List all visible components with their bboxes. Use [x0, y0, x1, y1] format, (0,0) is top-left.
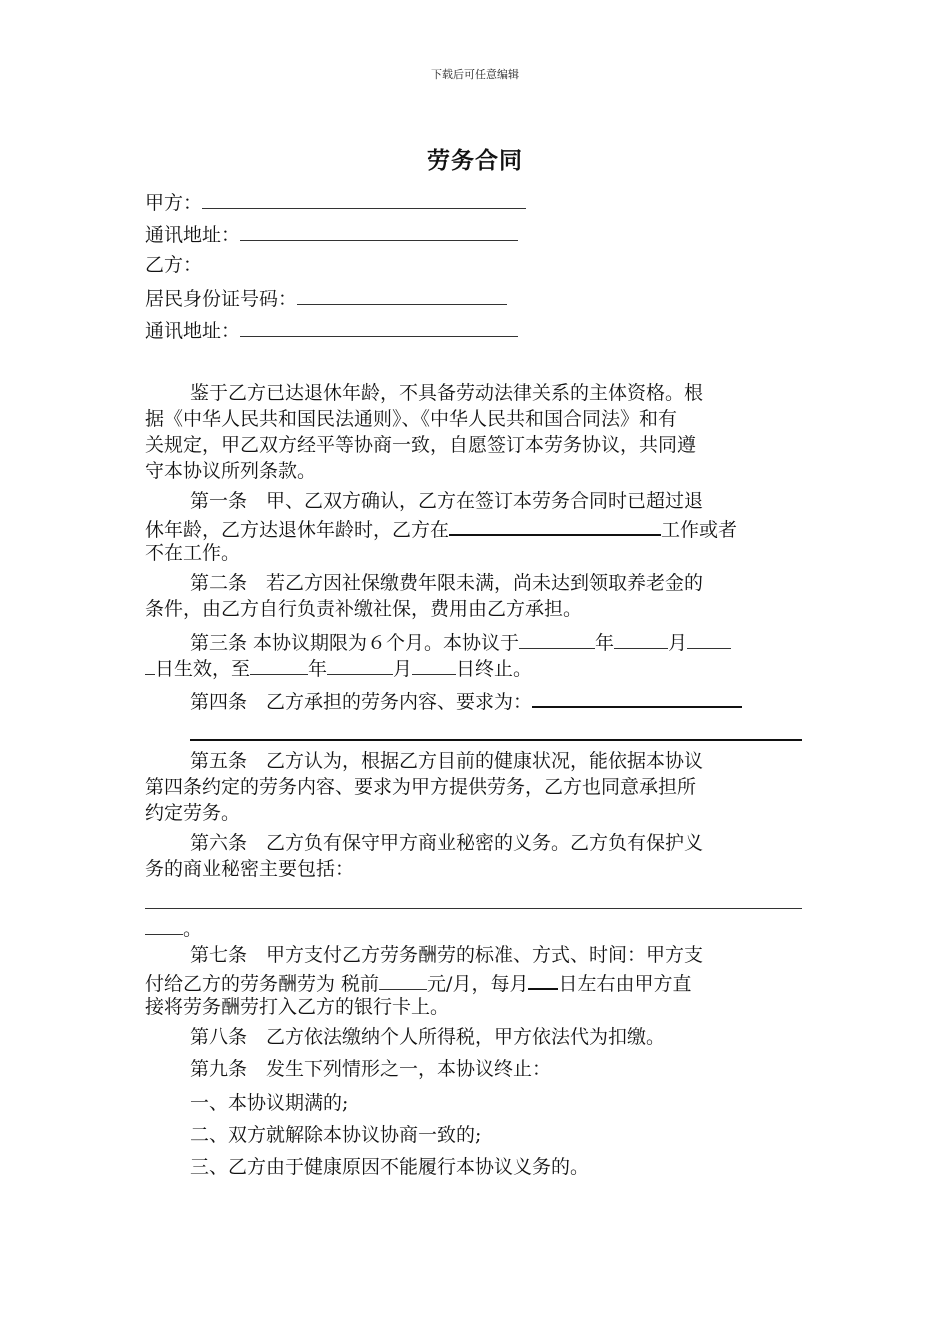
address-a-label: 通讯地址：: [145, 224, 241, 246]
end-month-blank: [327, 654, 393, 675]
article-4-text: 第四条 乙方承担的劳务内容、要求为：: [190, 691, 533, 713]
party-b-field: [145, 252, 202, 278]
end-year-label: 年: [308, 658, 328, 680]
article-7-text-c: 日左右由甲方直: [558, 973, 692, 995]
end-year-blank: [250, 654, 308, 675]
article-6-line-1: 第六条 乙方负有保守甲方商业秘密的义务。乙方负有保护义: [190, 832, 704, 854]
party-b-label: 乙方：: [145, 254, 203, 276]
pay-day-blank: [528, 968, 558, 990]
article-5-line-3: 约定劳务。: [145, 802, 241, 824]
preamble-line-3: 关规定，甲乙双方经平等协商一致，自愿签订本劳务协议，共同遵: [145, 434, 697, 456]
article-5-line-2: 第四条约定的劳务内容、要求为甲方提供劳务，乙方也同意承担所: [145, 776, 697, 798]
preamble-line-2: 据《中华人民共和国民法通则》、《中华人民共和国合同法》和有: [145, 408, 678, 430]
year-label: 年: [595, 632, 615, 654]
month-label: 月: [668, 632, 688, 654]
address-a-field: [145, 220, 518, 248]
article-9-item-1: 一、本协议期满的;: [190, 1092, 349, 1114]
party-a-blank: [202, 188, 526, 209]
article-1-line-1: 第一条 甲、乙双方确认，乙方在签订本劳务合同时已超过退: [190, 490, 704, 512]
article-2-line-2: 条件，由乙方自行负责补缴社保，费用由乙方承担。: [145, 598, 583, 620]
address-b-field: [145, 316, 518, 344]
id-number-blank: [297, 284, 507, 305]
article-6-line-4: [145, 914, 202, 942]
article-1-line-2: [145, 514, 737, 543]
article-3-line-2: [145, 654, 532, 682]
article-5-line-1: 第五条 乙方认为，根据乙方目前的健康状况，能依据本协议: [190, 750, 704, 772]
end-day-blank: [412, 654, 456, 675]
salary-blank: [379, 969, 427, 990]
article-9-item-2: 二、双方就解除本协议协商一致的;: [190, 1124, 482, 1146]
address-b-blank: [240, 316, 518, 337]
article-3-text: 第三条 本协议期限为６个月。本协议于: [190, 632, 520, 654]
address-a-blank: [240, 220, 518, 241]
party-a-field: [145, 188, 526, 216]
article-6-line-2: 务的商业秘密主要包括：: [145, 858, 355, 880]
start-year-blank: [519, 628, 595, 649]
article-6-end: 。: [183, 918, 203, 940]
article-4-line-1: [190, 686, 742, 715]
start-month-blank: [614, 628, 668, 649]
start-day-blank: [687, 628, 731, 649]
article-1-text-a: 休年龄，乙方达退休年龄时，乙方在: [145, 519, 450, 541]
id-number-field: [145, 284, 507, 312]
article-7-text-a: 付给乙方的劳务酬劳为 税前: [145, 973, 380, 995]
service-content-blank-line-2: [190, 739, 802, 741]
article-7-line-1: 第七条 甲方支付乙方劳务酬劳的标准、方式、时间：甲方支: [190, 944, 704, 966]
effective-text: 日生效，至: [155, 658, 251, 680]
end-month-label: 月: [393, 658, 413, 680]
article-2-line-1: 第二条 若乙方因社保缴费年限未满，尚未达到领取养老金的: [190, 572, 704, 594]
article-1-text-b: 工作或者: [661, 519, 738, 541]
workplace-blank: [449, 514, 661, 536]
preamble-line-1: 鉴于乙方已达退休年龄，不具备劳动法律关系的主体资格。根: [190, 382, 704, 404]
service-content-blank: [532, 686, 742, 708]
article-9-line-1: 第九条 发生下列情形之一，本协议终止：: [190, 1058, 552, 1080]
article-7-text-b: 元/月，每月: [427, 973, 529, 995]
id-number-label: 居民身份证号码：: [145, 288, 298, 310]
party-a-label: 甲方：: [145, 192, 203, 214]
address-b-label: 通讯地址：: [145, 320, 241, 342]
trade-secret-blank-line: [145, 908, 802, 909]
terminate-text: 日终止。: [456, 658, 533, 680]
article-3-line-1: [190, 628, 731, 656]
trade-secret-blank-end: [145, 914, 183, 935]
article-9-item-3: 三、乙方由于健康原因不能履行本协议义务的。: [190, 1156, 590, 1178]
article-1-line-3: 不在工作。: [145, 542, 241, 564]
article-7-line-3: 接将劳务酬劳打入乙方的银行卡上。: [145, 996, 450, 1018]
start-day-blank-cont: [145, 654, 155, 675]
article-7-line-2: [145, 968, 691, 997]
article-8-line-1: 第八条 乙方依法缴纳个人所得税，甲方依法代为扣缴。: [190, 1026, 666, 1048]
preamble-line-4: 守本协议所列条款。: [145, 460, 317, 482]
page-header: 下载后可任意编辑: [431, 68, 519, 81]
document-title: 劳务合同: [427, 148, 523, 174]
